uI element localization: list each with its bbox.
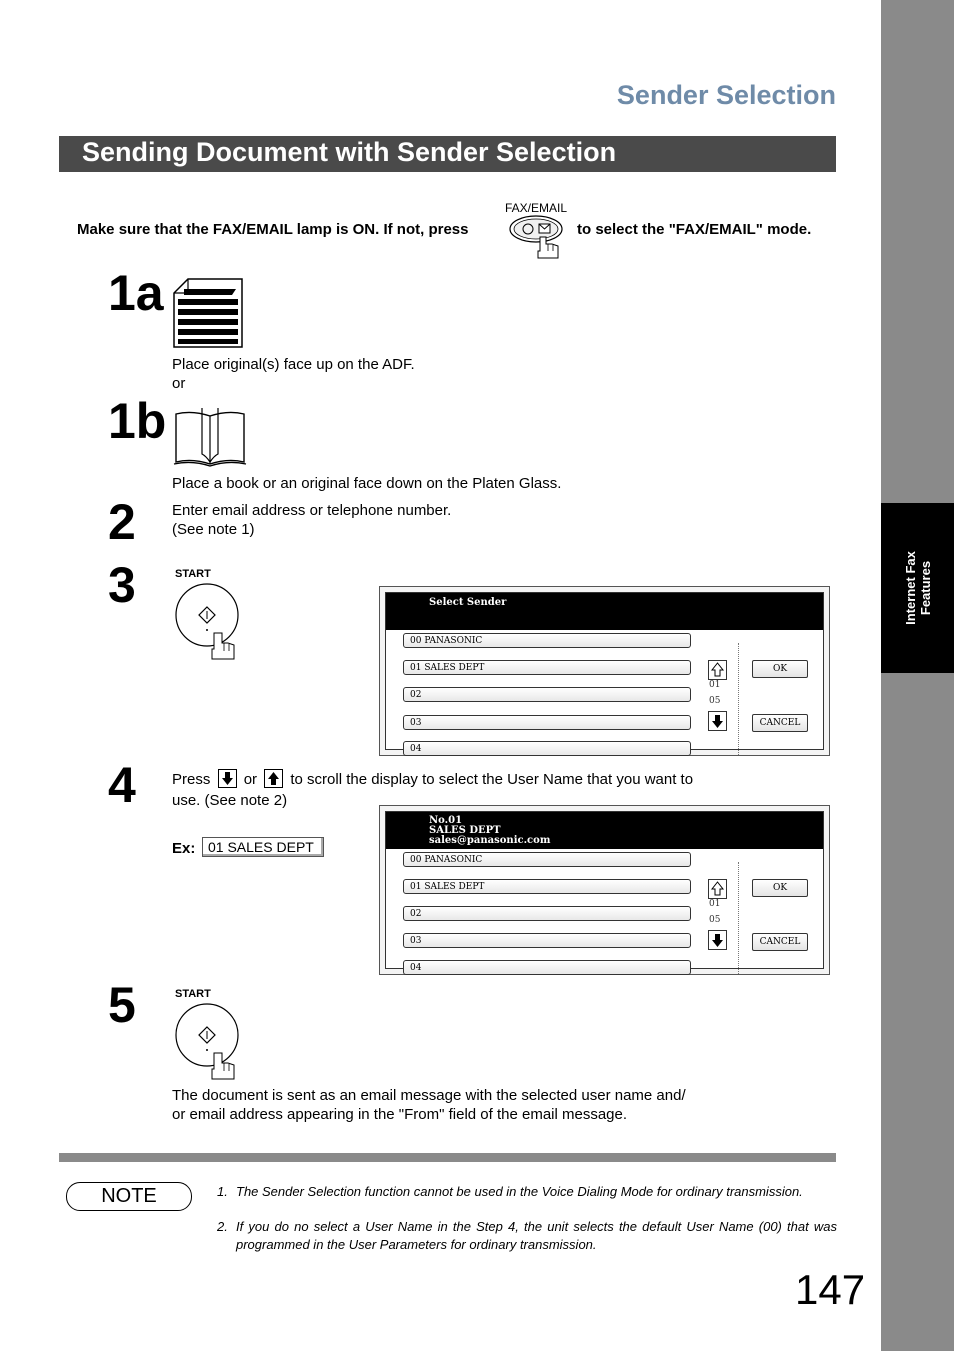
lcd2-ok-button[interactable]: OK	[752, 879, 808, 897]
fax-email-key-icon	[508, 213, 568, 268]
step-4-number: 4	[108, 757, 136, 813]
lcd1-ok-button[interactable]: OK	[752, 660, 808, 678]
lcd2-header-line2: SALES DEPT	[429, 825, 501, 836]
lcd2-page-top: 01	[709, 899, 721, 909]
lcd2-divider	[738, 862, 739, 974]
step-4-rest: to scroll the display to select the User Name that you want to	[290, 771, 694, 788]
step-4-press: Press	[172, 771, 211, 788]
start-key-label-2: START	[175, 988, 211, 1000]
step-1a-text: Place original(s) face up on the ADF.	[172, 356, 415, 373]
lcd2-scroll-up-icon[interactable]	[708, 879, 727, 899]
note-badge: NOTE	[66, 1182, 192, 1211]
lcd1-page-bottom: 05	[709, 696, 721, 706]
lcd1-row-1[interactable]: 01 SALES DEPT	[403, 660, 691, 675]
lcd2-scroll-down-icon[interactable]	[708, 930, 727, 950]
step-1b-text: Place a book or an original face down on the Platen Glass.	[172, 475, 562, 492]
step-2-line1: Enter email address or telephone number.	[172, 502, 452, 519]
header-bar	[59, 136, 836, 172]
lcd2-row-1[interactable]: 01 SALES DEPT	[403, 879, 691, 894]
lcd-screen-sender-selected	[379, 805, 830, 975]
note-item-2-text: If you do no select a User Name in the Step 4, the unit selects the default User Name (00) that was programmed in the User Parameters for ordinary transmission.	[236, 1219, 837, 1252]
note-item-1	[217, 1183, 837, 1201]
start-key-icon	[172, 581, 242, 668]
step-4-line2: use. (See note 2)	[172, 792, 288, 809]
example-value-box: 01 SALES DEPT	[202, 837, 324, 857]
step-5-line2: or email address appearing in the "From" field of the email message.	[172, 1106, 628, 1123]
side-bar	[881, 0, 954, 1351]
step-1a-or: or	[172, 375, 186, 392]
step-2-line2: (See note 1)	[172, 521, 255, 538]
step-5-line1: The document is sent as an email message with the selected user name and/	[172, 1087, 686, 1104]
side-tab-line1: Internet Fax	[902, 551, 918, 625]
lcd1-cancel-button[interactable]: CANCEL	[752, 714, 808, 732]
lcd1-scroll-up-icon[interactable]	[708, 660, 727, 680]
lcd1-row-3[interactable]: 03	[403, 715, 691, 730]
example-label: Ex:	[172, 840, 196, 857]
step-4-line1	[172, 769, 732, 793]
intro-before: Make sure that the FAX/EMAIL lamp is ON. If not, press	[77, 221, 469, 238]
lcd2-row-2[interactable]: 02	[403, 906, 691, 921]
step-3-number: 3	[108, 557, 136, 613]
side-tab-line2: Features	[917, 560, 933, 616]
lcd1-row-0[interactable]: 00 PANASONIC	[403, 633, 691, 648]
down-arrow-key-icon	[218, 769, 237, 793]
start-key-label: START	[175, 568, 211, 580]
lcd2-header-line1: No.01	[429, 815, 463, 826]
lcd2-header-line3: sales@panasonic.com	[429, 835, 551, 846]
lcd-screen-select-sender	[379, 586, 830, 756]
note-item-1-number: 1.	[217, 1184, 228, 1199]
side-tab	[881, 503, 954, 673]
lcd2-cancel-button[interactable]: CANCEL	[752, 933, 808, 951]
step-4-or: or	[243, 771, 258, 788]
note-item-1-text: The Sender Selection function cannot be used in the Voice Dialing Mode for ordinary transmission.	[236, 1184, 803, 1199]
step-2-number: 2	[108, 494, 136, 550]
step-1b-number: 1b	[108, 393, 167, 449]
lcd2-page-bottom: 05	[709, 915, 721, 925]
up-arrow-key-icon	[264, 769, 283, 793]
header-title: Sending Document with Sender Selection	[82, 137, 617, 167]
note-item-2	[217, 1218, 837, 1254]
open-book-icon	[172, 404, 248, 473]
section-title: Sender Selection	[616, 80, 836, 110]
step-1a-number: 1a	[108, 265, 164, 321]
note-divider	[59, 1153, 836, 1162]
page-number: 147	[795, 1266, 866, 1313]
lcd1-scroll-down-icon[interactable]	[708, 711, 727, 731]
note-item-2-number: 2.	[217, 1219, 228, 1234]
intro-after: to select the "FAX/EMAIL" mode.	[577, 221, 812, 238]
lcd2-row-4[interactable]: 04	[403, 960, 691, 975]
step-5-number: 5	[108, 977, 136, 1033]
lcd2-row-0[interactable]: 00 PANASONIC	[403, 852, 691, 867]
start-key-icon-2	[172, 1001, 242, 1088]
fax-email-key-label: FAX/EMAIL	[505, 201, 568, 215]
adf-document-icon	[172, 277, 244, 354]
lcd1-header: Select Sender	[429, 597, 507, 608]
lcd1-divider	[738, 643, 739, 755]
lcd1-row-4[interactable]: 04	[403, 741, 691, 756]
lcd1-page-top: 01	[709, 680, 721, 690]
lcd1-row-2[interactable]: 02	[403, 687, 691, 702]
lcd2-row-3[interactable]: 03	[403, 933, 691, 948]
